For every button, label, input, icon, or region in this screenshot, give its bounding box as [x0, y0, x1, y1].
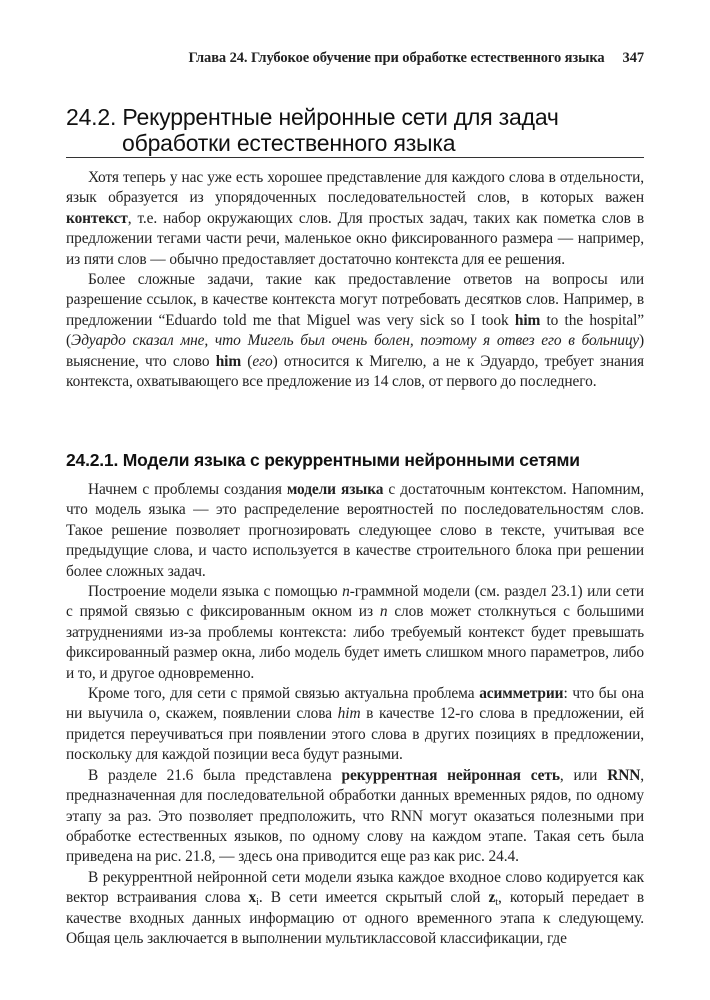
paragraph-4 — [66, 582, 644, 684]
translation-italic: его — [252, 352, 273, 370]
math-x: x — [248, 889, 257, 907]
paragraph-5 — [66, 684, 644, 766]
text-run: , или — [559, 766, 608, 784]
math-n: n — [379, 603, 388, 621]
text-run: -граммной модели (см. раздел 23.1) или сети с прямой связью с фиксированным окном из — [66, 583, 644, 621]
text-run: Кроме того, для сети с прямой связью актуальна проблема — [88, 685, 480, 703]
section-title-line-1: 24.2. Рекуррентные нейронные сети для задач — [66, 104, 559, 130]
chapter-title: Глава 24. Глубокое обучение при обработке естественного языка — [188, 50, 605, 66]
text-run: ) выяснение, что слово — [66, 332, 644, 370]
math-subscript-i: i — [256, 897, 259, 909]
text-run: , который передает в качестве входных данных информацию от одного временного этапа к следующему. Общая цель заключается в выполнении мультиклассовой классификации, где — [66, 889, 644, 947]
translation-italic: Эдуардо сказал мне, что Мигель был очень болен, поэтому я отвез его в больницу — [71, 332, 639, 350]
text-run: . В сети имеется скрытый слой — [258, 889, 489, 907]
page-number: 347 — [622, 50, 644, 66]
paragraph-1 — [66, 168, 644, 270]
text-run: в качестве 12-го слова в предложении, ей придется переучиваться при появлении этого слова в других позициях в предложении, поскольку для каждой позиции веса будут разными. — [66, 705, 644, 764]
term-him: him — [514, 311, 541, 329]
subsection-title: 24.2.1. Модели языка с рекуррентными нейронными сетями — [66, 450, 580, 470]
text-run: с достаточным контекстом. Напомним, что модель языка — это распределение вероятностей по последовательностям слов. Такое решение позволяет прогнозировать следующее слово в тексте, учитывая все предыдущие слова, и часто используется в качестве строительного блока при решении более сложных задач. — [66, 481, 645, 580]
text-run: , предназначенная для последовательной обработки данных временных рядов, по одному этапу за раз. Это позволяет предположить, что RNN могут оказаться полезными при обработке естественных языков, по одному слову на каждом этапе. Такая сеть была приведена на рис. 21.8, — здесь она приводится еще раз как рис. 24.4. — [66, 766, 644, 866]
text-run: ( — [241, 352, 253, 370]
paragraph-6 — [66, 766, 644, 868]
math-n: n — [342, 583, 350, 601]
section-title — [66, 104, 644, 156]
running-header — [0, 50, 644, 67]
math-subscript-t: t — [495, 897, 498, 909]
paragraph-2 — [66, 270, 644, 392]
paragraph-7 — [66, 868, 644, 950]
term-asymmetry: асимметрии — [479, 685, 564, 703]
term-him: him — [215, 352, 242, 370]
section-title-line-2: обработки естественного языка — [122, 130, 456, 156]
text-run: слов может столкнуться с большими затруднениями из-за проблемы контекста: либо требуемый контекст будет превышать фиксированный размер окна, либо модель будет иметь слишком много параметров, либо и то, и другое одновременно. — [66, 603, 645, 682]
text-run: Построение модели языка с помощью — [88, 583, 343, 601]
section-intro-text — [66, 168, 644, 392]
text-run: ) относится к Мигелю, а не к Эдуардо, требует знания контекста, охватывающего все предложение из 14 слов, от первого до последнего. — [66, 352, 645, 391]
paragraph-3 — [66, 480, 644, 582]
section-title-underline — [66, 157, 644, 158]
term-rnn: рекуррентная нейронная сеть — [341, 766, 560, 784]
text-run: Более сложные задачи, такие как предоставление ответов на вопросы или разрешение ссылок, в качестве контекста могут потребовать десятков слов. Например, в предложении “Eduardo told me that Miguel was very sick so I took — [66, 271, 644, 329]
text-run: : что бы она ни выучила о, скажем, появлении слова — [66, 685, 644, 723]
text-run: , т.е. набор окружающих слов. Для простых задач, таких как пометка слов в предложении тегами части речи, маленькое окно фиксированного размера — например, из пяти слов — обычно предоставляет достаточно контекста для ее решения. — [66, 209, 644, 268]
term-context: контекст — [66, 209, 128, 227]
subsection-text — [66, 480, 644, 949]
math-z: z — [488, 889, 496, 907]
term-language-model: модели языка — [286, 481, 384, 498]
text-run: В рекуррентной нейронной сети модели языка каждое входное слово кодируется как вектор встраивания слова — [66, 868, 644, 907]
text-run: Начнем с проблемы создания — [88, 481, 287, 498]
text-run: to the hospital” ( — [66, 311, 645, 350]
word-him-italic: him — [337, 705, 361, 723]
term-rnn-abbr: RNN — [607, 766, 641, 784]
text-run: В разделе 21.6 была представлена — [88, 766, 342, 784]
text-run: Хотя теперь у нас уже есть хорошее представление для каждого слова в отдельности, язык образуется из упорядоченных последовательностей слов, в которых важен — [66, 169, 644, 207]
